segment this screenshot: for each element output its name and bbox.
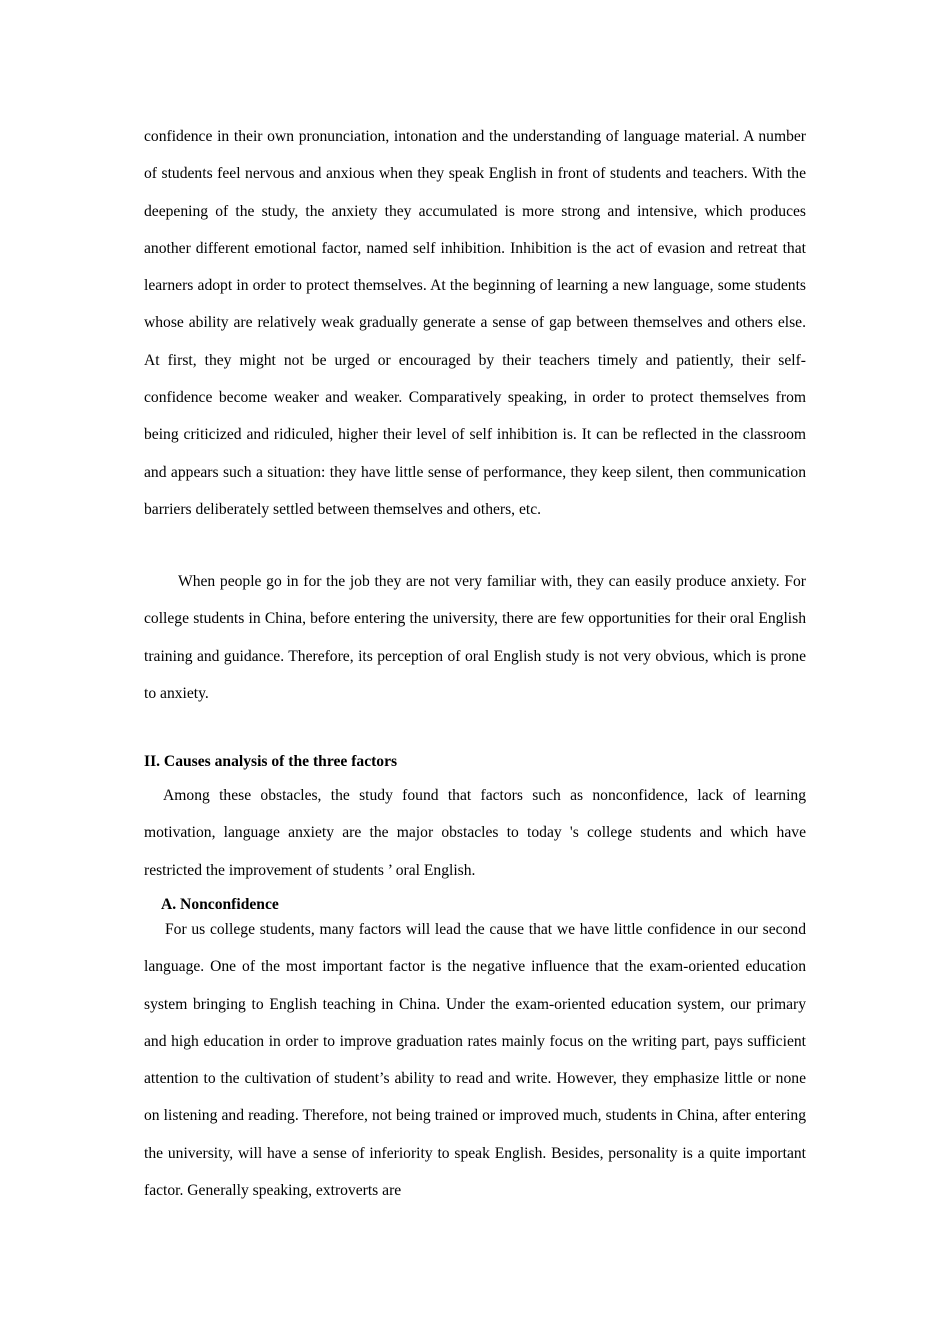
subsection-heading: A. Nonconfidence [161, 896, 279, 913]
paragraph-section-intro: Among these obstacles, the study found that factors such as nonconfidence, lack of learning motivation, language anxiety are the major obstacles to today 's college students and which have restricted the improvement of students ’ oral English. [144, 787, 806, 879]
paragraph-self-inhibition: confidence in their own pronunciation, intonation and the understanding of language material. A number of students feel nervous and anxious when they speak English in front of students and teachers. With the deepening of the study, the anxiety they accumulated is more strong and intensive, which produces another different emotional factor, named self inhibition. Inhibition is the act of evasion and retreat that learners adopt in order to protect themselves. At the beginning of learning a new language, some students whose ability are relatively weak gradually generate a sense of gap between themselves and others else. At first, they might not be urged or encouraged by their teachers timely and patiently, their self-confidence become weaker and weaker. Comparatively speaking, in order to protect themselves from being criticized and ridiculed, higher their level of self inhibition is. It can be reflected in the classroom and appears such a situation: they have little sense of performance, they keep silent, then communication barriers deliberately settled between themselves and others, etc. [144, 128, 806, 518]
paragraph-nonconfidence: For us college students, many factors will lead the cause that we have little confidence in our second language. One of the most important factor is the negative influence that the exam-oriented education system bringing to English teaching in China. Under the exam-oriented education system, our primary and high education in order to improve graduation rates mainly focus on the writing part, pays sufficient attention to the cultivation of student’s ability to read and write. However, they emphasize little or none on listening and reading. Therefore, not being trained or improved much, students in China, after entering the university, will have a sense of inferiority to speak English. Besides, personality is a quite important factor. Generally speaking, extroverts are [144, 921, 806, 1200]
section-heading: II. Causes analysis of the three factors [144, 753, 398, 770]
paragraph-job-anxiety: When people go in for the job they are not very familiar with, they can easily produce anxiety. For college students in China, before entering the university, there are few opportunities for their oral English training and guidance. Therefore, its perception of oral English study is not very obvious, which is prone to anxiety. [144, 573, 806, 702]
